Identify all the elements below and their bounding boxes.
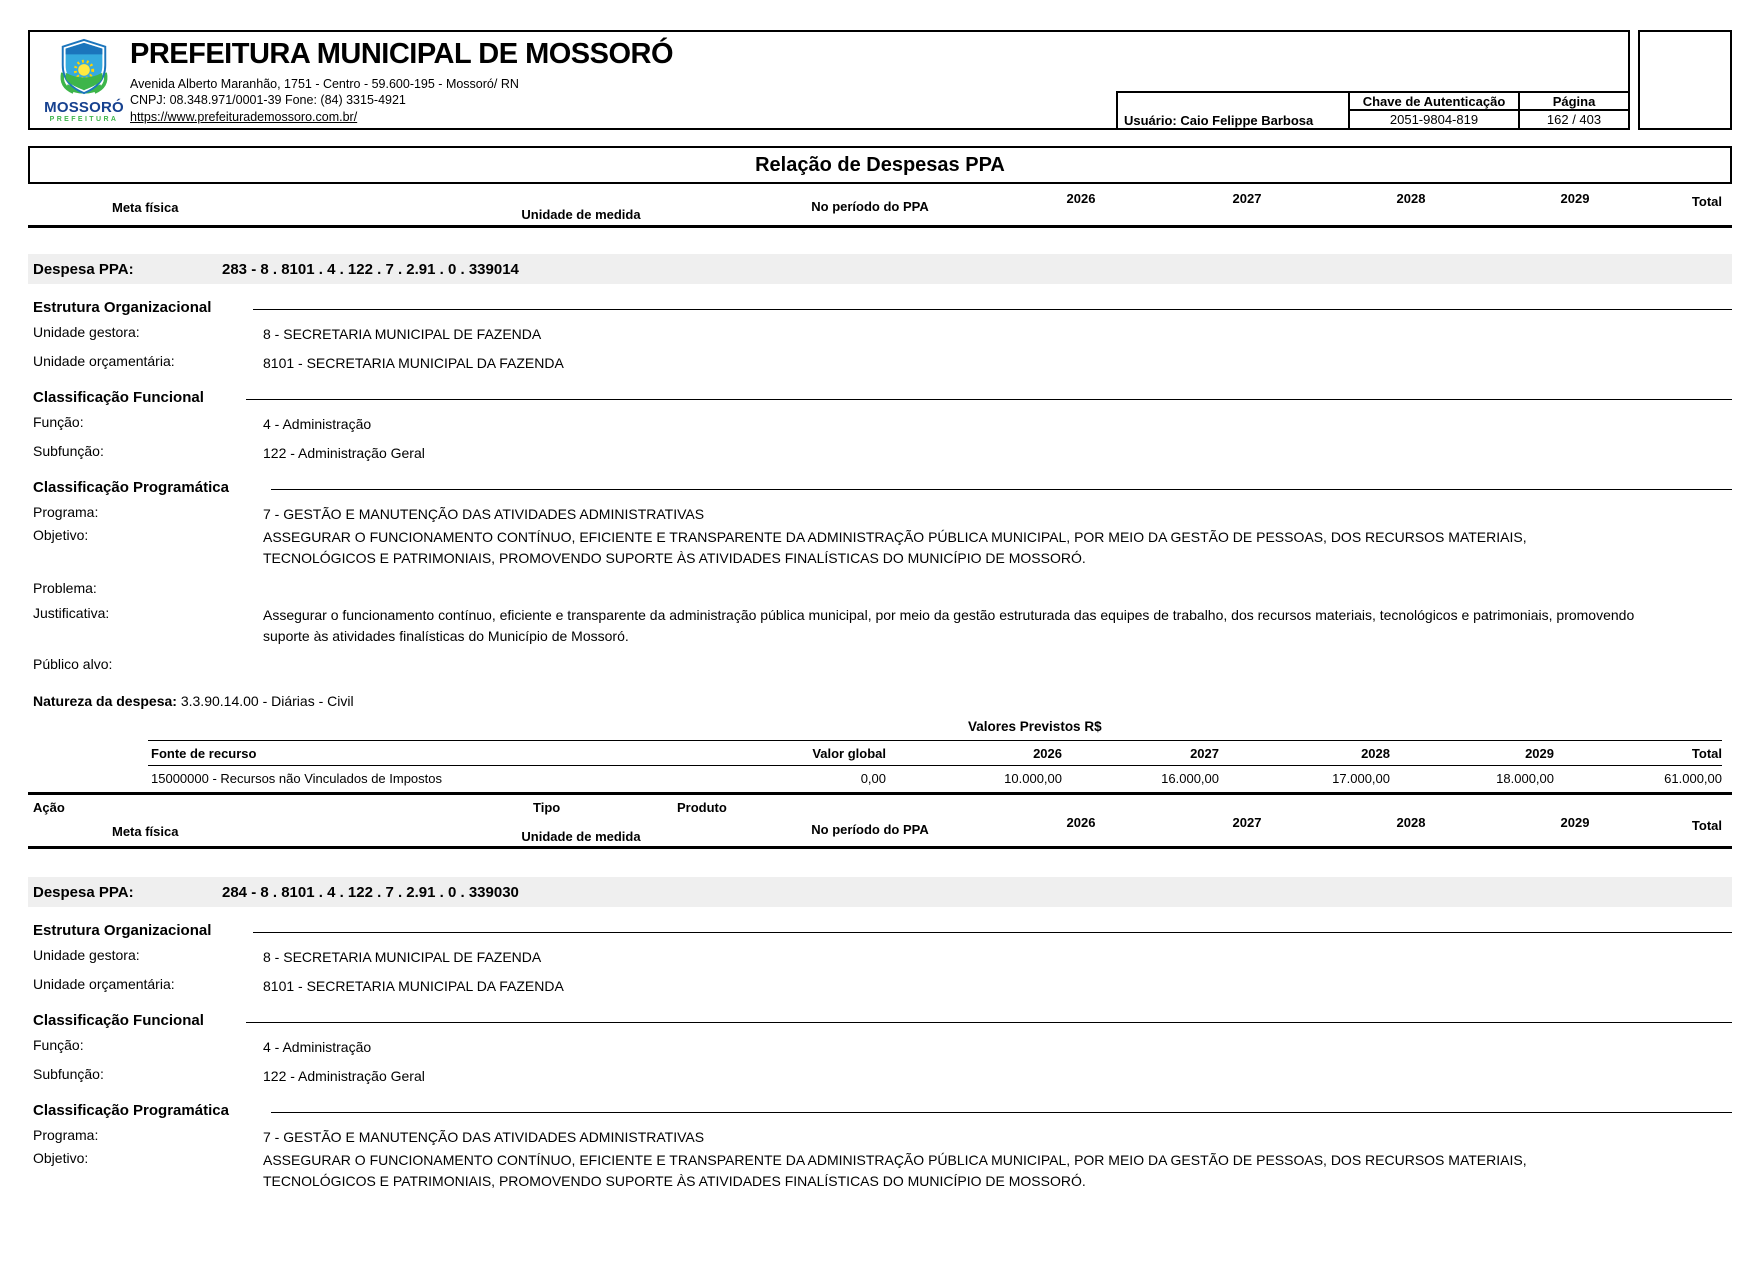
- section-estrutura-organizacional: [28, 299, 1732, 316]
- field-programa: Programa: 7 - GESTÃO E MANUTENÇÃO DAS ATIVIDADES ADMINISTRATIVAS: [33, 1127, 705, 1145]
- section-title: Estrutura Organizacional: [33, 299, 212, 316]
- section-estrutura-organizacional: [28, 922, 1732, 939]
- col-2027: 2027: [1062, 741, 1219, 766]
- field-problema: Problema:: [33, 580, 97, 596]
- header-row: [28, 30, 1732, 130]
- org-address: Avenida Alberto Maranhão, 1751 - Centro - 59.600-195 - Mossoró/ RN: [130, 77, 519, 91]
- despesa-ppa-code: 283 - 8 . 8101 . 4 . 122 . 7 . 2.91 . 0 . 339014: [222, 260, 519, 278]
- page-number: 162 / 403: [1519, 110, 1629, 129]
- auth-key-value: 2051-9804-819: [1349, 110, 1519, 129]
- mossoro-logo: [42, 38, 126, 123]
- auth-key-label: Chave de Autenticação: [1349, 92, 1519, 110]
- org-info: [130, 38, 673, 126]
- logo-subtitle: PREFEITURA: [49, 116, 119, 123]
- col-year-2026: 2026: [1066, 815, 1096, 830]
- despesa-section-284: [28, 877, 1732, 1192]
- heading-rule: [246, 1022, 1732, 1023]
- city-crest-icon: [52, 38, 116, 96]
- despesa-ppa-bar: [28, 254, 1732, 284]
- section-classificacao-programatica: [28, 1102, 1732, 1119]
- field-funcao: Função: 4 - Administração: [33, 414, 372, 432]
- section-title: Classificação Funcional: [33, 389, 204, 406]
- valores-header-row: [148, 741, 1722, 766]
- valores-previstos-table: [148, 740, 1722, 792]
- col-year-2027: 2027: [1232, 191, 1262, 206]
- col-valor-global: Valor global: [718, 741, 886, 766]
- valor-2026: 10.000,00: [1004, 771, 1062, 786]
- section-classificacao-funcional: [28, 1012, 1732, 1029]
- field-unidade-gestora: Unidade gestora: 8 - SECRETARIA MUNICIPAL DE FAZENDA: [33, 947, 542, 965]
- org-website-link[interactable]: https://www.prefeiturademossoro.com.br/: [130, 110, 358, 124]
- field-subfuncao: Subfunção: 122 - Administração Geral: [33, 443, 425, 461]
- document-header: [28, 30, 1630, 130]
- field-justificativa: Justificativa: Assegurar o funcionamento contínuo, eficiente e transparente da administração pública municipal, por meio da gestão estruturada das equipes de trabalho, dos recursos materiais, tecnológicos e patrimoniais, promovendo suporte às atividades finalísticas do Município de Mossoró.: [33, 605, 1635, 644]
- valor-global-value: 0,00: [860, 771, 886, 786]
- valores-previstos-title: Valores Previstos R$: [968, 719, 1102, 734]
- auth-table: [1116, 91, 1630, 130]
- field-programa: Programa: 7 - GESTÃO E MANUTENÇÃO DAS ATIVIDADES ADMINISTRATIVAS: [33, 504, 705, 522]
- despesa-ppa-bar: [28, 877, 1732, 907]
- natureza-value: 3.3.90.14.00 - Diárias - Civil: [180, 693, 354, 709]
- acao-header-row: [28, 795, 1732, 849]
- user-cell: Usuário: Caio Felippe Barbosa: [1117, 92, 1349, 129]
- heading-rule: [271, 1112, 1732, 1113]
- col-2028: 2028: [1219, 741, 1390, 766]
- org-name: PREFEITURA MUNICIPAL DE MOSSORÓ: [130, 38, 674, 70]
- col-total: Total: [1554, 741, 1722, 766]
- field-unidade-orcamentaria: Unidade orçamentária: 8101 - SECRETARIA MUNICIPAL DA FAZENDA: [33, 353, 564, 371]
- col-unidade-medida: Unidade de medida: [521, 207, 641, 222]
- heading-rule: [246, 399, 1732, 400]
- col-no-periodo-ppa: No período do PPA: [811, 822, 929, 837]
- heading-rule: [253, 932, 1732, 933]
- section-classificacao-funcional: [28, 389, 1732, 406]
- despesa-section-283: [28, 254, 1732, 849]
- col-2026: 2026: [886, 741, 1062, 766]
- field-publico-alvo: Público alvo:: [33, 656, 113, 672]
- section-title: Classificação Programática: [33, 1102, 229, 1119]
- valor-2028: 17.000,00: [1332, 771, 1390, 786]
- col-year-2029: 2029: [1560, 191, 1590, 206]
- field-unidade-gestora: Unidade gestora: 8 - SECRETARIA MUNICIPAL DE FAZENDA: [33, 324, 542, 342]
- col-2029: 2029: [1390, 741, 1554, 766]
- valores-data-row: [148, 766, 1722, 793]
- valor-2027: 16.000,00: [1161, 771, 1219, 786]
- col-year-2026: 2026: [1066, 191, 1096, 206]
- col-year-2028: 2028: [1396, 191, 1426, 206]
- section-title: Classificação Funcional: [33, 1012, 204, 1029]
- despesa-ppa-label: Despesa PPA:: [33, 260, 134, 278]
- report-title-box: [28, 146, 1732, 184]
- report-content: [28, 184, 1732, 1192]
- logo-city-name: MOSSORÓ: [44, 99, 124, 116]
- corner-box: [1638, 30, 1732, 130]
- col-acao: Ação: [33, 800, 65, 815]
- field-objetivo: Objetivo: ASSEGURAR O FUNCIONAMENTO CONTÍNUO, EFICIENTE E TRANSPARENTE DA ADMINISTRAÇÃO PÚBLICA MUNICIPAL, POR MEIO DA GESTÃO DE PESSOAS, DOS RECURSOS MATERIAIS, TECNOLÓGICOS E PATRIMONIAIS, PROMOVENDO SUPORTE ÀS ATIVIDADES FINALÍSTICAS DO MUNICÍPIO DE MOSSORÓ.: [33, 527, 1527, 566]
- col-no-periodo-ppa: No período do PPA: [811, 199, 929, 214]
- valor-2029: 18.000,00: [1496, 771, 1554, 786]
- page-label: Página: [1519, 92, 1629, 110]
- col-fonte-recurso: Fonte de recurso: [148, 741, 718, 766]
- section-title: Classificação Programática: [33, 479, 229, 496]
- ppa-report-page: [0, 30, 1755, 1270]
- field-unidade-orcamentaria: Unidade orçamentária: 8101 - SECRETARIA MUNICIPAL DA FAZENDA: [33, 976, 564, 994]
- heading-rule: [271, 489, 1732, 490]
- field-natureza-despesa: Natureza da despesa: 3.3.90.14.00 - Diárias - Civil: [33, 693, 354, 709]
- field-objetivo: Objetivo: ASSEGURAR O FUNCIONAMENTO CONTÍNUO, EFICIENTE E TRANSPARENTE DA ADMINISTRAÇÃO PÚBLICA MUNICIPAL, POR MEIO DA GESTÃO DE PESSOAS, DOS RECURSOS MATERIAIS, TECNOLÓGICOS E PATRIMONIAIS, PROMOVENDO SUPORTE ÀS ATIVIDADES FINALÍSTICAS DO MUNICÍPIO DE MOSSORÓ.: [33, 1150, 1527, 1189]
- section-title: Estrutura Organizacional: [33, 922, 212, 939]
- org-cnpj-phone: CNPJ: 08.348.971/0001-39 Fone: (84) 3315-4921: [130, 93, 406, 107]
- col-year-2029: 2029: [1560, 815, 1590, 830]
- col-total: Total: [1691, 194, 1722, 209]
- col-produto: Produto: [677, 800, 727, 815]
- col-total: Total: [1691, 818, 1722, 833]
- report-title: Relação de Despesas PPA: [755, 153, 1005, 176]
- section-classificacao-programatica: [28, 479, 1732, 496]
- col-year-2027: 2027: [1232, 815, 1262, 830]
- despesa-ppa-code: 284 - 8 . 8101 . 4 . 122 . 7 . 2.91 . 0 . 339030: [222, 883, 519, 901]
- meta-header-row: [28, 184, 1732, 228]
- field-subfuncao: Subfunção: 122 - Administração Geral: [33, 1066, 425, 1084]
- field-funcao: Função: 4 - Administração: [33, 1037, 372, 1055]
- col-meta-fisica: Meta física: [112, 200, 179, 215]
- despesa-ppa-label: Despesa PPA:: [33, 883, 134, 901]
- valor-total: 61.000,00: [1664, 771, 1722, 786]
- heading-rule: [253, 309, 1732, 310]
- col-meta-fisica: Meta física: [112, 824, 179, 839]
- col-year-2028: 2028: [1396, 815, 1426, 830]
- col-unidade-medida: Unidade de medida: [521, 829, 641, 844]
- col-tipo: Tipo: [533, 800, 561, 815]
- fonte-recurso-value: 15000000 - Recursos não Vinculados de Impostos: [151, 771, 443, 786]
